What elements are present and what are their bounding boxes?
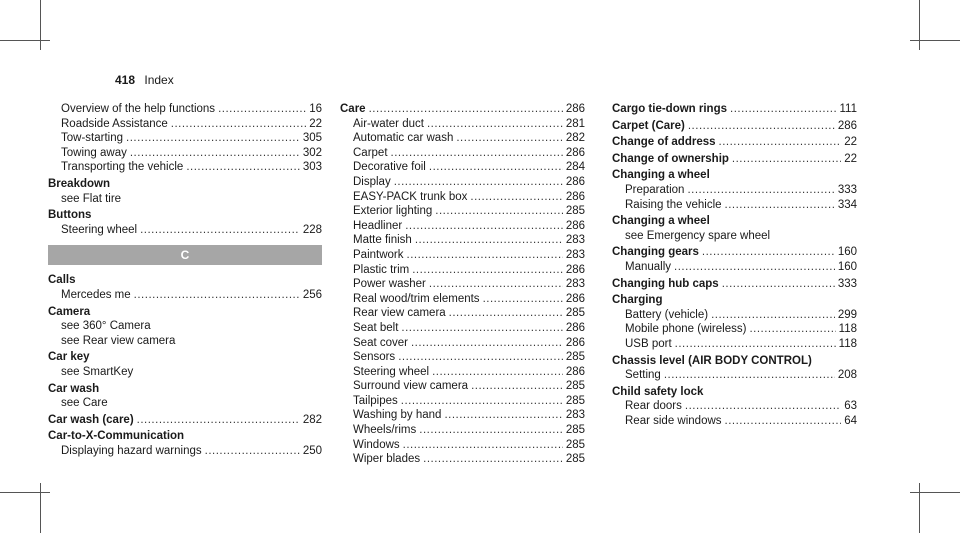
index-entry: Air-water duct ..... 281 <box>340 117 585 132</box>
index-entry: Carpet (Care) ..... 286 <box>612 119 857 134</box>
see-reference: see Care <box>61 397 108 410</box>
index-heading-changing-wheel: Changing a wheel <box>612 169 710 182</box>
index-entry: Mercedes me ..... 256 <box>48 288 322 303</box>
see-reference: see SmartKey <box>61 365 134 378</box>
index-entry: Seat belt ..... 286 <box>340 321 585 336</box>
index-entry: Raising the vehicle ..... 334 <box>612 198 857 213</box>
crop-mark <box>919 0 920 50</box>
index-entry: Towing away ..... 302 <box>48 146 322 161</box>
index-entry: Steering wheel ..... 286 <box>340 365 585 380</box>
index-entry: Washing by hand ..... 283 <box>340 408 585 423</box>
index-entry: Roadside Assistance ..... 22 <box>48 117 322 132</box>
index-entry: Steering wheel ..... 228 <box>48 223 322 238</box>
index-heading-car-to-x: Car-to-X-Communication <box>48 430 185 443</box>
index-entry: USB port ..... 118 <box>612 337 857 352</box>
index-entry: EASY-PACK trunk box ..... 286 <box>340 190 585 205</box>
index-entry: Windows ..... 285 <box>340 438 585 453</box>
index-entry: Wheels/rims ..... 285 <box>340 423 585 438</box>
index-entry: Display ..... 286 <box>340 175 585 190</box>
index-heading-calls: Calls <box>48 274 76 287</box>
index-entry: Tow-starting ..... 305 <box>48 131 322 146</box>
index-entry: Overview of the help functions ..... 16 <box>48 102 322 117</box>
index-heading-camera: Camera <box>48 305 91 318</box>
index-entry: Real wood/trim elements ..... 286 <box>340 292 585 307</box>
index-entry: Surround view camera ..... 285 <box>340 379 585 394</box>
index-heading-buttons: Buttons <box>48 209 92 222</box>
crop-mark <box>910 492 960 493</box>
index-entry: Setting ..... 208 <box>612 368 857 383</box>
page-number: 418 <box>115 73 136 87</box>
index-entry: Plastic trim ..... 286 <box>340 263 585 278</box>
index-entry: Transporting the vehicle ..... 303 <box>48 160 322 175</box>
crop-mark <box>40 483 41 533</box>
crop-mark <box>40 0 41 50</box>
index-heading-car-wash: Car wash <box>48 382 100 395</box>
index-entry: Wiper blades ..... 285 <box>340 452 585 467</box>
index-entry: Battery (vehicle) ..... 299 <box>612 308 857 323</box>
index-column-a <box>48 102 322 458</box>
index-entry: Manually ..... 160 <box>612 260 857 275</box>
index-entry: Rear view camera ..... 285 <box>340 306 585 321</box>
index-entry: Decorative foil ..... 284 <box>340 160 585 175</box>
index-heading-changing-wheel: Changing a wheel <box>612 215 710 228</box>
crop-mark <box>0 492 50 493</box>
index-entry: Change of ownership ..... 22 <box>612 152 857 167</box>
index-entry: Displaying hazard warnings ..... 250 <box>48 444 322 459</box>
letter-section-bar: C <box>48 245 322 265</box>
index-entry: Matte finish ..... 283 <box>340 233 585 248</box>
index-heading-charging: Charging <box>612 294 663 307</box>
index-entry: Car wash (care) ..... 282 <box>48 413 322 428</box>
index-entry: Changing gears ..... 160 <box>612 245 857 260</box>
index-heading-car-key: Car key <box>48 351 90 364</box>
index-heading-breakdown: Breakdown <box>48 177 110 190</box>
index-entry: Tailpipes ..... 285 <box>340 394 585 409</box>
index-heading-chassis: Chassis level (AIR BODY CONTROL) <box>612 354 812 367</box>
index-entry: Sensors ..... 285 <box>340 350 585 365</box>
index-column-c <box>612 102 857 428</box>
index-heading-child-lock: Child safety lock <box>612 385 704 398</box>
index-entry: Carpet ..... 286 <box>340 146 585 161</box>
crop-mark <box>910 40 960 41</box>
index-entry: Automatic car wash ..... 282 <box>340 131 585 146</box>
crop-mark <box>0 40 50 41</box>
see-reference: see Rear view camera <box>61 334 176 347</box>
index-entry: Rear side windows ..... 64 <box>612 414 857 429</box>
see-reference: see 360° Camera <box>61 320 151 333</box>
index-entry: Seat cover ..... 286 <box>340 336 585 351</box>
index-entry: Exterior lighting ..... 285 <box>340 204 585 219</box>
see-reference: see Flat tire <box>61 192 122 205</box>
index-entry: Changing hub caps ..... 333 <box>612 277 857 292</box>
index-column-b <box>340 102 585 467</box>
index-entry: Care ..... 286 <box>340 102 585 117</box>
index-entry: Mobile phone (wireless) ..... 118 <box>612 322 857 337</box>
index-entry: Headliner ..... 286 <box>340 219 585 234</box>
crop-mark <box>919 483 920 533</box>
index-entry: Paintwork ..... 283 <box>340 248 585 263</box>
index-entry: Rear doors ..... 63 <box>612 399 857 414</box>
index-entry: Cargo tie-down rings ..... 111 <box>612 102 857 117</box>
index-entry: Change of address ..... 22 <box>612 135 857 150</box>
page-header <box>115 73 174 87</box>
index-entry: Preparation ..... 333 <box>612 183 857 198</box>
index-entry: Power washer ..... 283 <box>340 277 585 292</box>
see-reference: see Emergency spare wheel <box>625 229 771 242</box>
page-title: Index <box>144 73 174 87</box>
